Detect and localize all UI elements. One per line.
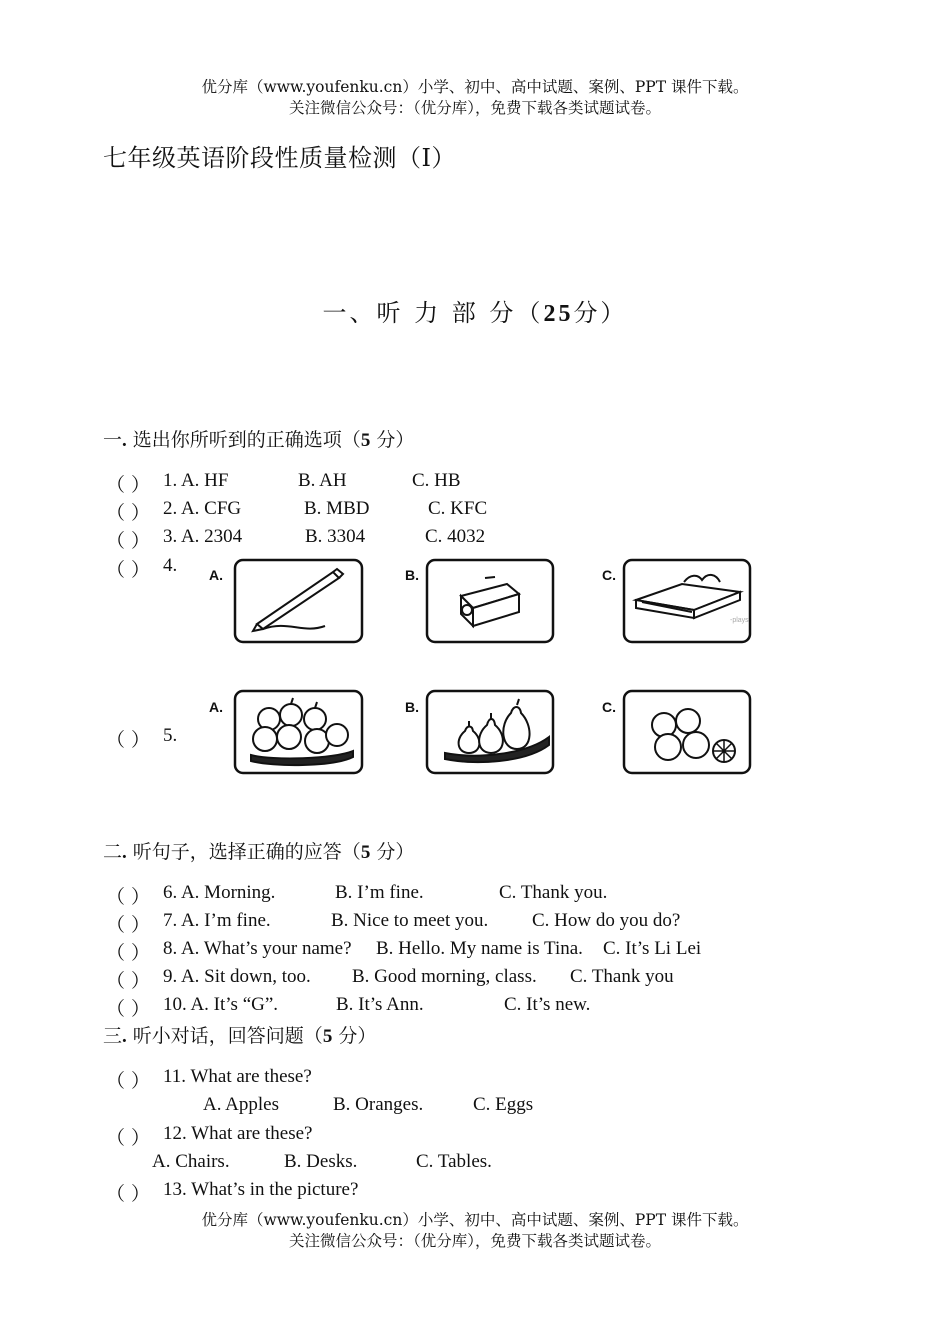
- footer-line-2: 关注微信公众号：（优分库），免费下载各类试题试卷。: [288, 1232, 661, 1250]
- header-line-1: 优分库（www.youfenku.cn）小学、初中、高中试题、案例、PPT 课件下载。: [201, 78, 749, 96]
- answer-paren[interactable]: （ ）: [106, 998, 151, 1020]
- part-one-heading: 一、听 力 部 分（25分）: [322, 299, 628, 327]
- answer-paren[interactable]: （ ）: [106, 1127, 151, 1149]
- answer-paren[interactable]: （ ）: [106, 942, 151, 964]
- pic-label-a: A.: [209, 699, 223, 715]
- pears-picture[interactable]: [425, 689, 555, 777]
- apples-picture[interactable]: [233, 689, 364, 777]
- pic-label-b: B.: [405, 567, 419, 583]
- page-title: 七年级英语阶段性质量检测（Ⅰ）: [103, 144, 456, 172]
- section-3-heading: 三. 听小对话，回答问题（5 分）: [103, 1025, 377, 1047]
- section-2-heading: 二. 听句子，选择正确的应答（5 分）: [103, 841, 415, 863]
- answer-paren[interactable]: （ ）: [106, 729, 151, 751]
- pic-label-c: C.: [602, 567, 616, 583]
- pic-label-a: A.: [209, 567, 223, 583]
- answer-paren[interactable]: （ ）: [106, 886, 151, 908]
- pic-label-b: B.: [405, 699, 419, 715]
- footer-line-1: 优分库（www.youfenku.cn）小学、初中、高中试题、案例、PPT 课件下载。: [201, 1211, 749, 1229]
- pencil-box-picture[interactable]: [425, 558, 555, 644]
- answer-paren[interactable]: （ ）: [106, 1070, 151, 1092]
- pencil-case-picture[interactable]: [622, 556, 752, 646]
- answer-paren[interactable]: （ ）: [106, 530, 151, 552]
- answer-paren[interactable]: （ ）: [106, 1183, 151, 1205]
- oranges-picture[interactable]: [622, 689, 752, 777]
- pic-label-c: C.: [602, 699, 616, 715]
- svg-text:-plays: -plays: [730, 617, 749, 624]
- answer-paren[interactable]: （ ）: [106, 914, 151, 936]
- answer-paren[interactable]: （ ）: [106, 970, 151, 992]
- answer-paren[interactable]: （ ）: [106, 474, 151, 496]
- header-line-2: 关注微信公众号：（优分库），免费下载各类试题试卷。: [288, 99, 661, 117]
- answer-paren[interactable]: （ ）: [106, 559, 151, 581]
- pencil-picture[interactable]: [233, 558, 364, 644]
- section-1-heading: 一. 选出你所听到的正确选项（5 分）: [103, 429, 415, 451]
- answer-paren[interactable]: （ ）: [106, 502, 151, 524]
